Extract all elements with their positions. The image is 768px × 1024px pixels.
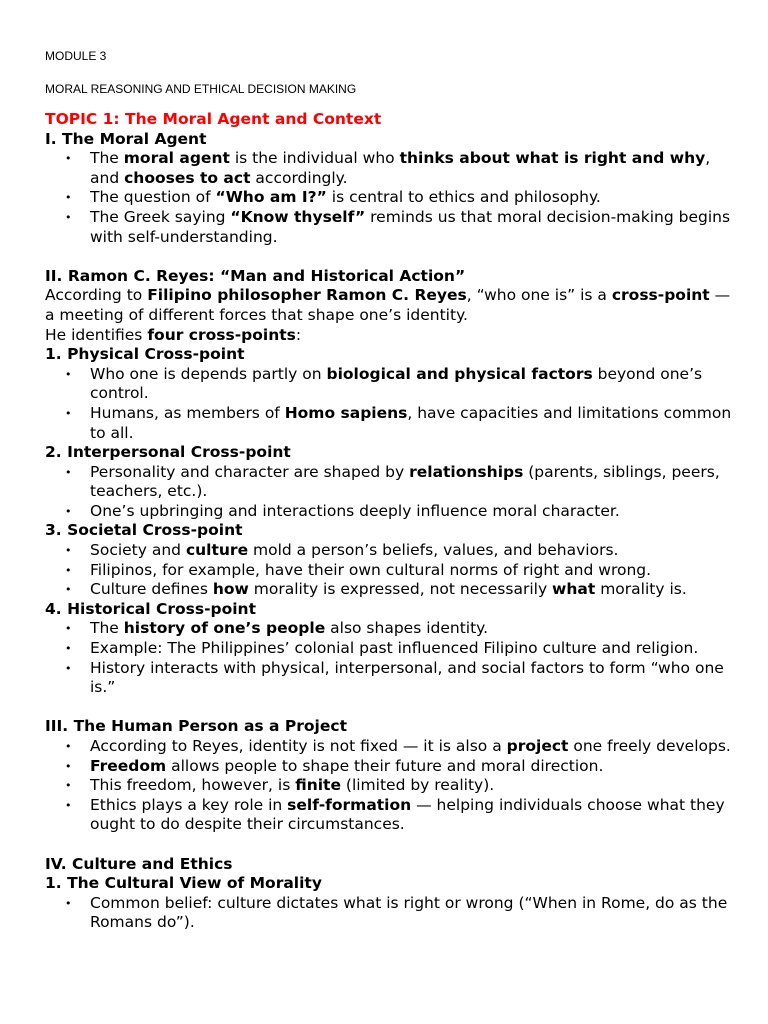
list-item: • Example: The Philippines’ colonial past influenced Filipino culture and religion. (90, 639, 735, 659)
section-heading-reyes: II. Ramon C. Reyes: “Man and Historical Action” (45, 266, 466, 285)
section-heading-project: III. The Human Person as a Project (45, 717, 347, 736)
topic-heading: TOPIC 1: The Moral Agent and Context (45, 110, 382, 128)
paragraph: He identifies four cross-points: (45, 325, 302, 344)
list-item: • Culture defines how morality is expressed, not necessarily what morality is. (90, 580, 735, 600)
subheading-physical: 1. Physical Cross-point (45, 345, 245, 364)
list-item: • This freedom, however, is finite (limited by reality). (90, 776, 735, 796)
list-item: • One’s upbringing and interactions deeply influence moral character. (90, 502, 735, 522)
subheading-interpersonal: 2. Interpersonal Cross-point (45, 443, 291, 462)
list-item: • Humans, as members of Homo sapiens, have capacities and limitations common to all. (90, 404, 735, 443)
list-item: • Who one is depends partly on biological and physical factors beyond one’s control. (90, 365, 735, 404)
list-item: • The history of one’s people also shapes identity. (90, 619, 735, 639)
interpersonal-list (45, 463, 735, 522)
paragraph: According to Filipino philosopher Ramon C. Reyes, “who one is” is a cross-point — a meeting of different forces that shape one’s identity. (45, 286, 731, 324)
societal-list (45, 541, 735, 600)
physical-list (45, 365, 735, 443)
list-item: • History interacts with physical, interpersonal, and social factors to form “who one is.” (90, 659, 735, 698)
list-item: • According to Reyes, identity is not fixed — it is also a project one freely develops. (90, 737, 735, 757)
project-list (45, 737, 735, 835)
module-label: MODULE 3 (45, 49, 107, 63)
historical-list (45, 619, 735, 697)
list-item: • Society and culture mold a person’s beliefs, values, and behaviors. (90, 541, 735, 561)
list-item: • The question of “Who am I?” is central to ethics and philosophy. (90, 188, 735, 208)
section-heading-culture: IV. Culture and Ethics (45, 854, 233, 873)
section-heading-moral-agent: I. The Moral Agent (45, 129, 207, 148)
list-item: • Ethics plays a key role in self-formation — helping individuals choose what they ought to do despite their circumstances. (90, 796, 735, 835)
subheading-historical: 4. Historical Cross-point (45, 599, 257, 618)
list-item: • Freedom allows people to shape their future and moral direction. (90, 757, 735, 777)
module-subtitle: MORAL REASONING AND ETHICAL DECISION MAKING (45, 82, 357, 96)
list-item: • Personality and character are shaped by relationships (parents, siblings, peers, teachers, etc.). (90, 463, 735, 502)
cultural-view-list (45, 894, 735, 933)
subheading-societal: 3. Societal Cross-point (45, 521, 243, 540)
moral-agent-list (45, 149, 735, 247)
document-body (45, 110, 735, 933)
list-item: • Common belief: culture dictates what is right or wrong (“When in Rome, do as the Romans do”). (90, 894, 735, 933)
list-item: • The moral agent is the individual who thinks about what is right and why, and chooses to act accordingly. (90, 149, 735, 188)
subheading-cultural-view: 1. The Cultural View of Morality (45, 874, 322, 893)
list-item: • Filipinos, for example, have their own cultural norms of right and wrong. (90, 561, 735, 581)
list-item: • The Greek saying “Know thyself” reminds us that moral decision-making begins with self-understanding. (90, 208, 735, 247)
